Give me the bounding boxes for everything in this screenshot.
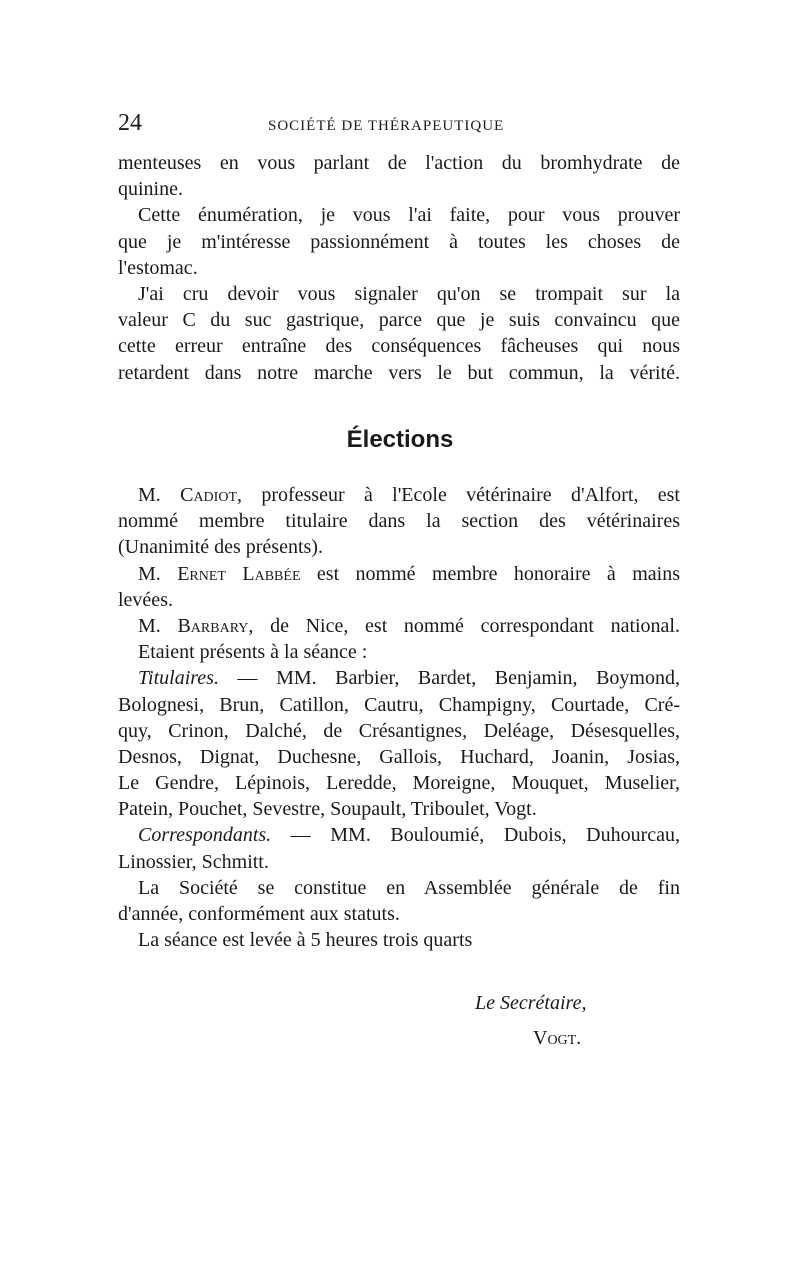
text-line: d'année, conformément aux statuts.: [118, 903, 400, 925]
text-line: valeur C du suc gastrique, parce que je suis convaincu que: [118, 309, 680, 332]
text-line: l'estomac.: [118, 256, 198, 279]
text-fragment: , professeur à l'Ecole vétérinaire d'Alfort, est: [237, 484, 680, 506]
text-fragment: M.: [138, 562, 178, 585]
text-line: Bolognesi, Brun, Catillon, Cautru, Champigny, Courtade, Cré-: [118, 693, 680, 716]
list-label: Correspondants.: [138, 824, 272, 847]
text-line: [118, 482, 680, 508]
page-header: [118, 110, 688, 140]
person-name: Cadiot: [180, 484, 237, 506]
text-line: Linossier, Schmitt.: [118, 850, 269, 873]
page-number: 24: [118, 110, 142, 136]
body-text-elections: [118, 482, 680, 953]
text-line: J'ai cru devoir vous signaler qu'on se trompait sur la: [138, 282, 680, 305]
section-heading: Élections: [346, 426, 454, 453]
text-line: [118, 665, 680, 691]
text-fragment: M.: [138, 614, 178, 637]
text-line: Patein, Pouchet, Sevestre, Soupault, Triboulet, Vogt.: [118, 798, 537, 821]
list-label: Titulaires.: [138, 667, 219, 690]
text-line: quinine.: [118, 178, 183, 201]
text-line: cette erreur entraîne des conséquences fâcheuses qui nous: [118, 335, 680, 358]
text-line: La séance est levée à 5 heures trois quarts: [138, 929, 473, 952]
text-line: retardent dans notre marche vers le but commun, la vérité.: [118, 361, 680, 384]
signature-title: Le Secrétaire,: [475, 992, 587, 1014]
text-line: [118, 613, 680, 639]
text-line: menteuses en vous parlant de l'action du bromhydrate de: [118, 152, 680, 174]
text-fragment: , de Nice, est nommé correspondant national.: [248, 614, 680, 637]
text-line: quy, Crinon, Dalché, de Crésantignes, Deléage, Désesquelles,: [118, 719, 680, 742]
text-line: Desnos, Dignat, Duchesne, Gallois, Huchard, Joanin, Josias,: [118, 745, 680, 768]
text-line: que je m'intéresse passionnément à toutes les choses de: [118, 230, 680, 253]
person-name: Ernet Labbée: [177, 562, 301, 585]
text-line: La Société se constitue en Assemblée générale de fin: [138, 876, 680, 899]
text-line: levées.: [118, 588, 173, 611]
text-line: [118, 822, 680, 848]
text-line: Le Gendre, Lépinois, Leredde, Moreigne, Mouquet, Muselier,: [118, 772, 680, 795]
text-fragment: — MM. Bouloumié, Dubois, Duhourcau,: [271, 824, 680, 847]
text-fragment: — MM. Barbier, Bardet, Benjamin, Boymond,: [218, 667, 680, 690]
text-line: Cette énumération, je vous l'ai faite, pour vous prouver: [138, 204, 680, 227]
text-line: Etaient présents à la séance :: [138, 641, 368, 664]
text-fragment: est nommé membre honoraire à mains: [300, 562, 680, 585]
text-line: (Unanimité des présents).: [118, 536, 323, 559]
person-name: Barbary: [177, 614, 249, 637]
signature-name: Vogt.: [533, 1027, 582, 1049]
running-title: SOCIÉTÉ DE THÉRAPEUTIQUE: [268, 118, 505, 134]
text-line: [118, 561, 680, 587]
text-line: nommé membre titulaire dans la section des vétérinaires: [118, 510, 680, 533]
body-text-top: [118, 150, 680, 386]
text-fragment: M.: [138, 484, 181, 506]
